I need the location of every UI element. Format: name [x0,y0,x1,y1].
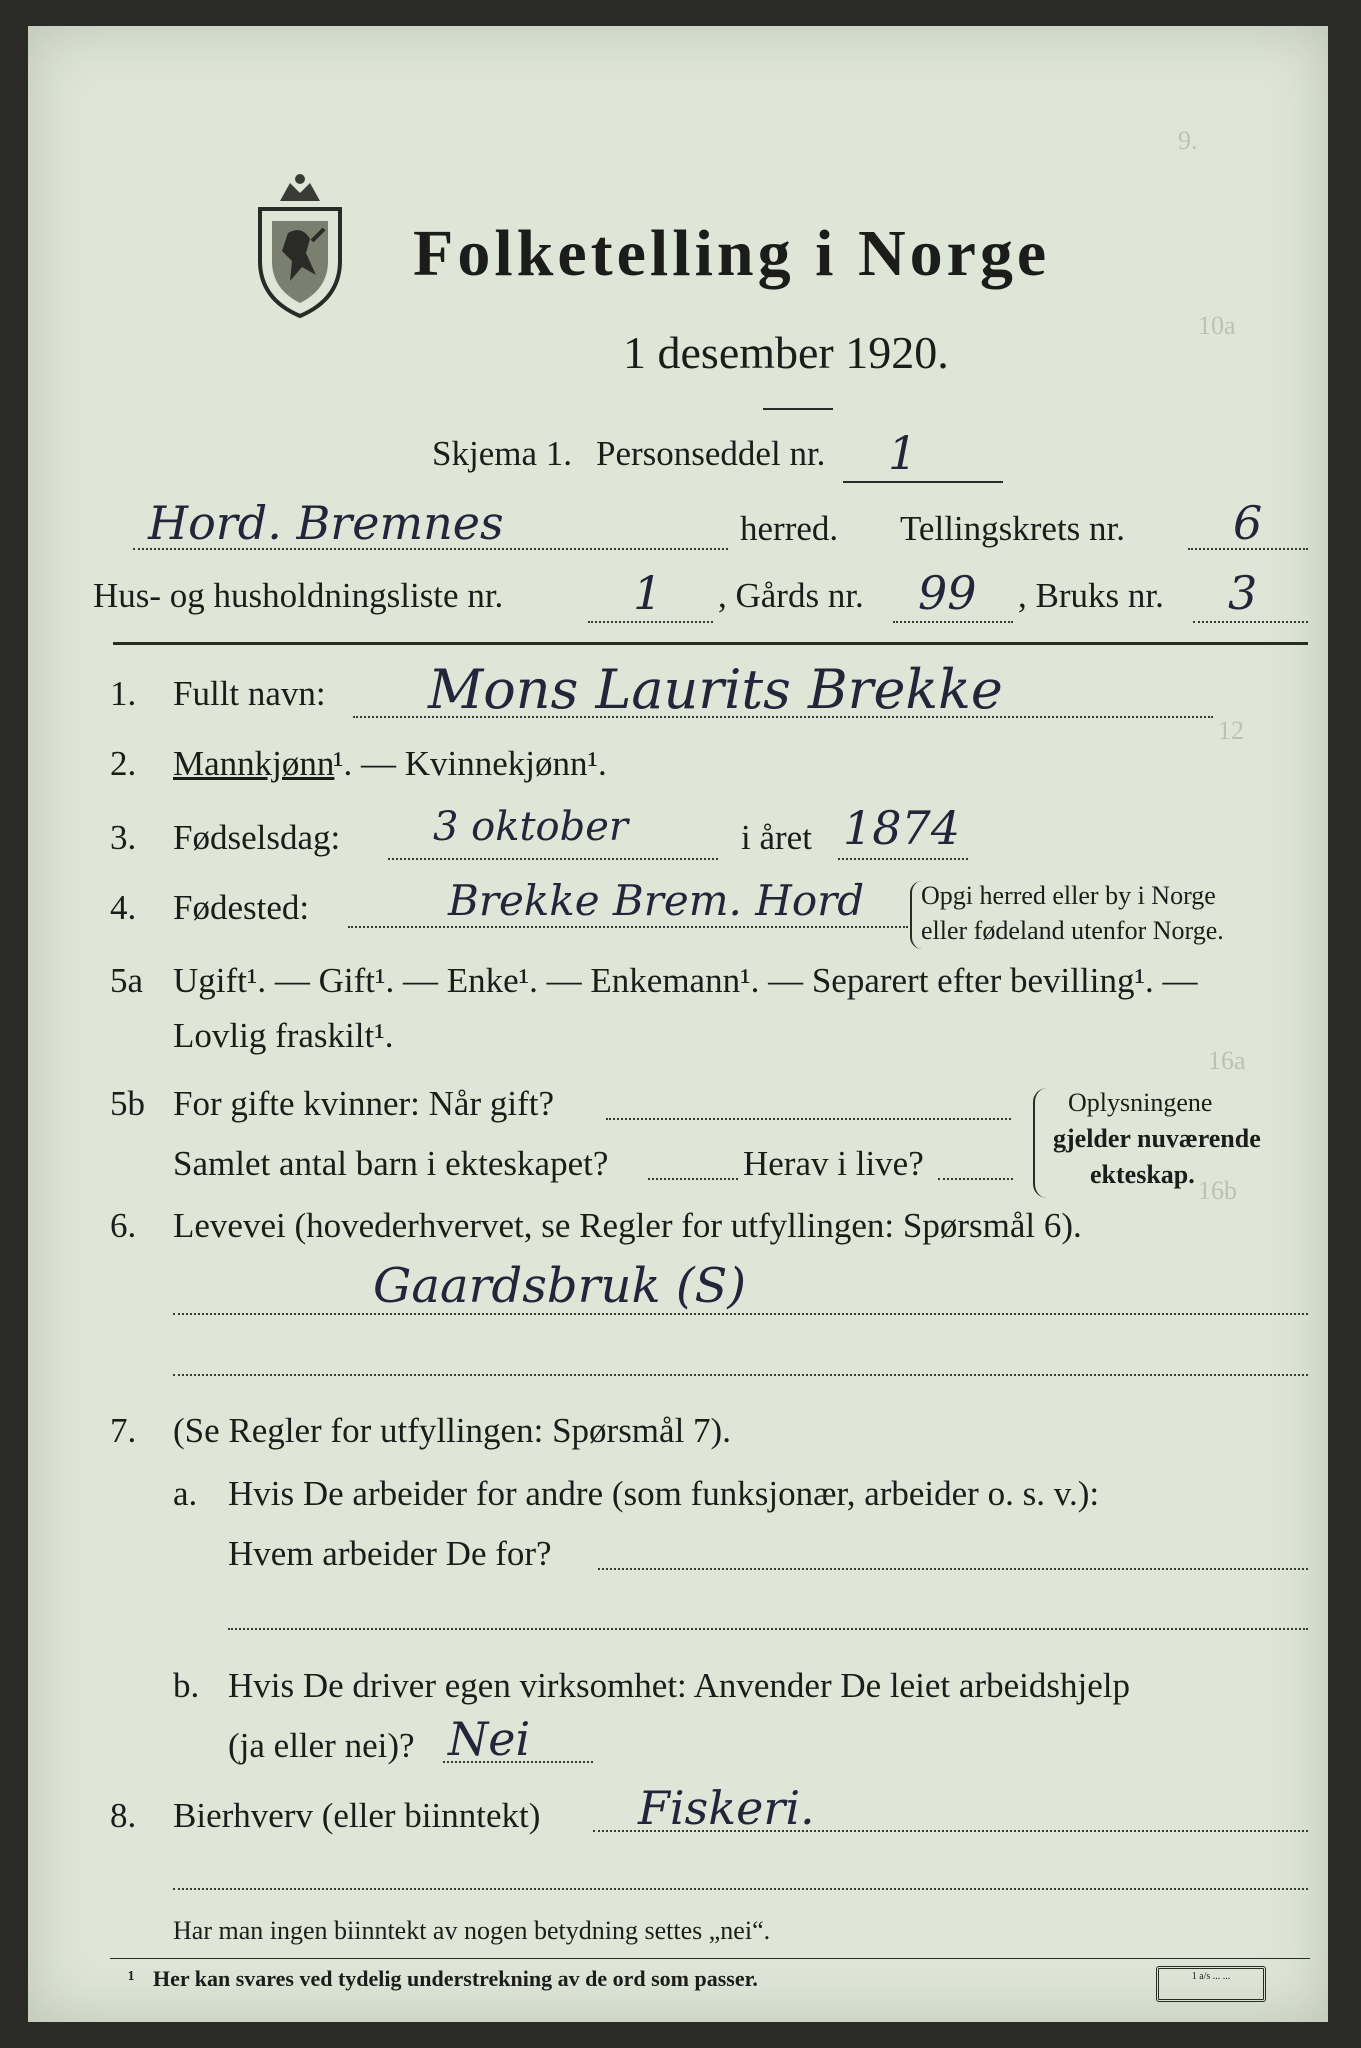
q2-female-option[interactable]: ¹. — Kvinnekjønn¹. [333,744,607,783]
q8-label: Bierhverv (eller biinntekt) [173,1796,541,1835]
q4-label: Fødested: [173,888,310,927]
tellingskrets-value[interactable]: 6 [1233,496,1263,550]
q7b-letter: b. [173,1666,200,1705]
gards-label: , Gårds nr. [718,576,864,615]
q8-number: 8. [110,1796,137,1835]
q6-value[interactable]: Gaardsbruk (S) [373,1258,747,1314]
personseddel-value[interactable]: 1 [888,426,918,480]
header-separator [113,642,1308,645]
herred-line [133,548,728,550]
q7a-employer-line2[interactable] [228,1628,1308,1630]
q5a-options-line1[interactable]: Ugift¹. — Gift¹. — Enke¹. — Enkemann¹. — Separert efter bevilling¹. — [173,961,1198,1000]
personseddel-label: Personseddel nr. [596,434,826,473]
gards-line [893,621,1013,623]
q8-value[interactable]: Fiskeri. [638,1781,815,1835]
q5b-alive-label: Herav i live? [743,1144,924,1183]
husholdning-value[interactable]: 1 [633,566,663,620]
q3-line [388,858,718,860]
norwegian-coat-of-arms-icon [250,171,350,321]
printer-stamp: 1 a/s ... ... [1156,1966,1266,2002]
q5b-brace [1033,1088,1047,1198]
q5b-note-line1: Oplysningene [1068,1088,1213,1117]
bruks-label: , Bruks nr. [1018,576,1164,615]
q2-male-option[interactable]: Mannkjønn [173,744,335,783]
q1-line [353,716,1213,718]
bleed-through-text: 10a [1198,311,1236,340]
skjema-label: Skjema 1. [432,434,572,473]
herred-label: herred. [740,509,839,548]
q1-label: Fullt navn: [173,674,326,713]
bruks-value[interactable]: 3 [1228,566,1258,620]
q5b-note-line3: ekteskap. [1090,1160,1195,1189]
q3-year-label: i året [741,818,812,857]
tellingskrets-label: Tellingskrets nr. [900,509,1126,548]
q5a-number: 5a [110,961,144,1000]
q1-value[interactable]: Mons Laurits Brekke [428,658,1003,721]
q4-value[interactable]: Brekke Brem. Hord [448,876,865,925]
personseddel-line [843,481,1003,483]
q5b-note-line2: gjelder nuværende [1053,1124,1261,1153]
bleed-through-text: 16a [1208,1046,1246,1075]
q6-line1 [173,1313,1308,1315]
q3-year-value[interactable]: 1874 [843,801,961,855]
footnote-marker: ¹ [128,1966,135,1991]
q8-line2 [173,1888,1308,1890]
bleed-through-text: 12 [1218,716,1244,745]
q1-number: 1. [110,674,137,713]
q4-note-line1: Opgi herred eller by i Norge [921,881,1216,910]
q5b-number: 5b [110,1084,145,1123]
q7b-value[interactable]: Nei [448,1712,531,1766]
q7a-employer-label: Hvem arbeider De for? [228,1534,552,1573]
q5b-children-line[interactable] [648,1178,738,1180]
husholdning-line [588,621,713,623]
q6-label: Levevei (hovederhvervet, se Regler for utfyllingen: Spørsmål 6). [173,1206,1082,1245]
q7b-question: Hvis De driver egen virksomhet: Anvender De leiet arbeidshjelp [228,1666,1130,1705]
q4-number: 4. [110,888,137,927]
footer-note: Har man ingen biinntekt av nogen betydning settes „nei“. [173,1916,771,1945]
q5a-options-line2[interactable]: Lovlig fraskilt¹. [173,1016,394,1055]
q5b-when-married-label: For gifte kvinner: Når gift? [173,1084,555,1123]
footnote-text: Her kan svares ved tydelig understrekning av de ord som passer. [153,1966,758,1991]
q6-number: 6. [110,1206,137,1245]
q5b-children-label: Samlet antal barn i ekteskapet? [173,1144,609,1183]
title-divider [763,408,833,410]
q7a-employer-line[interactable] [598,1568,1308,1570]
census-form-page [28,26,1328,2022]
q7-number: 7. [110,1411,137,1450]
q7a-question: Hvis De arbeider for andre (som funksjonær, arbeider o. s. v.): [228,1474,1100,1513]
q7b-line [443,1761,593,1763]
q7-label: (Se Regler for utfyllingen: Spørsmål 7). [173,1411,731,1450]
bleed-through-text: 9. [1178,126,1198,155]
herred-value[interactable]: Hord. Bremnes [148,496,504,550]
q5b-when-married-line[interactable] [606,1118,1011,1120]
q3-year-line [838,858,968,860]
q3-number: 3. [110,818,137,857]
bruks-line [1193,621,1308,623]
q6-line2 [173,1374,1308,1376]
footer-separator [110,1958,1310,1959]
q5b-alive-line[interactable] [938,1178,1013,1180]
q7b-yes-no-label: (ja eller nei)? [228,1726,415,1765]
q7a-letter: a. [173,1474,198,1513]
q2-number: 2. [110,744,137,783]
q3-label: Fødselsdag: [173,818,341,857]
q8-line [593,1830,1308,1832]
bleed-through-text: 16b [1198,1176,1237,1205]
tellingskrets-line [1188,548,1308,550]
q4-note-line2: eller fødeland utenfor Norge. [921,916,1224,945]
husholdning-label: Hus- og husholdningsliste nr. [93,576,504,615]
form-title: Folketelling i Norge [413,217,1051,290]
gards-value[interactable]: 99 [918,566,977,620]
q3-value[interactable]: 3 oktober [433,804,629,850]
q4-line [348,926,908,928]
form-date: 1 desember 1920. [623,327,949,378]
